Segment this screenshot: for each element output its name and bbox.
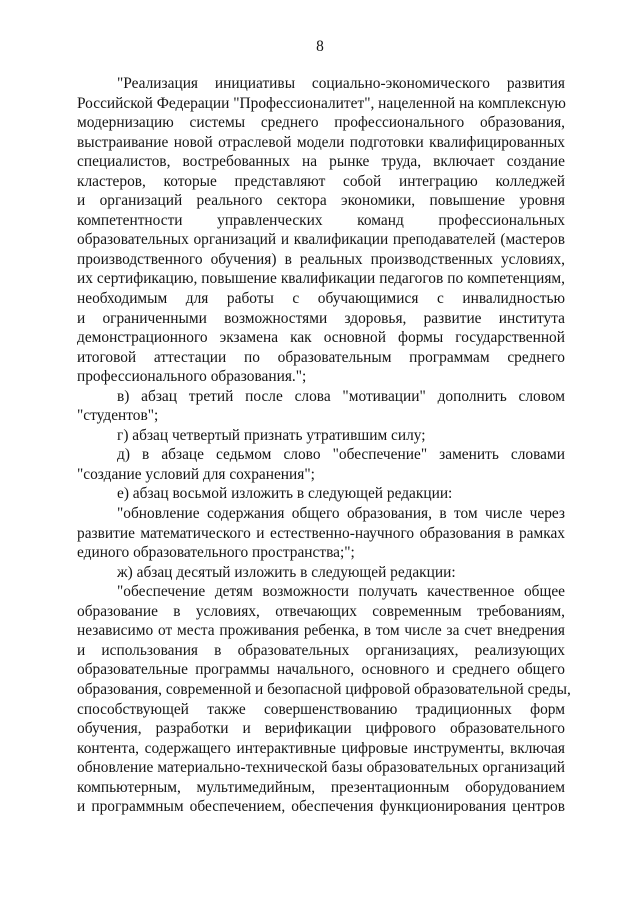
text-line: д) в абзаце седьмом слово "обеспечение" заменить словами — [117, 446, 565, 464]
text-line: демонстрационного экзамена как основной формы государственной — [77, 329, 565, 347]
text-line: образовательных организаций и квалификации преподавателей (мастеров — [77, 231, 565, 249]
document-body — [77, 74, 571, 817]
text-line: "Реализация инициативы социально-экономического развития — [117, 75, 565, 92]
text-line: производственного обучения) в реальных производственных условиях, — [77, 250, 565, 268]
text-line: контента, содержащего интерактивные цифровые инструменты, включая — [77, 739, 565, 757]
text-line: и программным обеспечением, обеспечения функционирования центров — [77, 798, 565, 816]
text-line: компьютерным, мультимедийным, презентационным оборудованием — [77, 778, 565, 796]
text-line: "обновление содержания общего образования, в том числе через — [117, 505, 565, 523]
text-line: е) абзац восьмой изложить в следующей редакции: — [117, 485, 453, 503]
text-line: итоговой аттестации по образовательным программам среднего — [77, 348, 565, 366]
text-line: компетентности управленческих команд профессиональных — [77, 211, 565, 229]
text-line: Российской Федерации "Профессионалитет", нацеленной на комплексную — [77, 94, 566, 112]
text-line: кластеров, которые представляют собой интеграцию колледжей — [77, 172, 565, 190]
text-line: "обеспечение детям возможности получать качественное общее — [117, 583, 565, 601]
text-line: образовательные программы начального, основного и среднего общего — [77, 661, 565, 679]
text-line: обучения, разработки и верификации цифрового образовательного — [77, 720, 565, 738]
text-line: и организаций реального сектора экономики, повышение уровня — [77, 192, 565, 210]
text-line: ж) абзац десятый изложить в следующей редакции: — [117, 563, 456, 581]
text-line: развитие математического и естественно-научного образования в рамках — [77, 524, 565, 542]
text-line: выстраивание новой отраслевой модели подготовки квалифицированных — [77, 133, 565, 151]
text-line: в) абзац третий после слова "мотивации" дополнить словом — [117, 387, 565, 405]
text-line: способствующей также совершенствованию традиционных форм — [77, 700, 565, 718]
page-number: 8 — [316, 38, 324, 55]
text-line: и использования в образовательных организациях, реализующих — [77, 641, 565, 659]
text-line: "студентов"; — [77, 407, 159, 425]
text-line: необходимым для работы с обучающимися с инвалидностью — [77, 290, 565, 308]
text-line: их сертификацию, повышение квалификации педагогов по компетенциям, — [77, 270, 565, 288]
text-line: модернизацию системы среднего профессионального образования, — [77, 114, 565, 132]
text-line: независимо от места проживания ребенка, в том числе за счет внедрения — [77, 622, 565, 640]
text-line: г) абзац четвертый признать утратившим силу; — [117, 426, 426, 444]
text-line: образования, современной и безопасной цифровой образовательной среды, — [77, 680, 571, 698]
text-line: и ограниченными возможностями здоровья, развитие института — [77, 309, 565, 327]
text-line: "создание условий для сохранения"; — [77, 465, 315, 483]
text-line: единого образовательного пространства;"; — [77, 544, 355, 562]
text-line: профессионального образования."; — [77, 368, 307, 386]
text-line: специалистов, востребованных на рынке труда, включает создание — [77, 153, 565, 171]
text-line: обновление материально-технической базы образовательных организаций — [77, 759, 565, 777]
text-line: образование в условиях, отвечающих современным требованиям, — [77, 602, 565, 620]
